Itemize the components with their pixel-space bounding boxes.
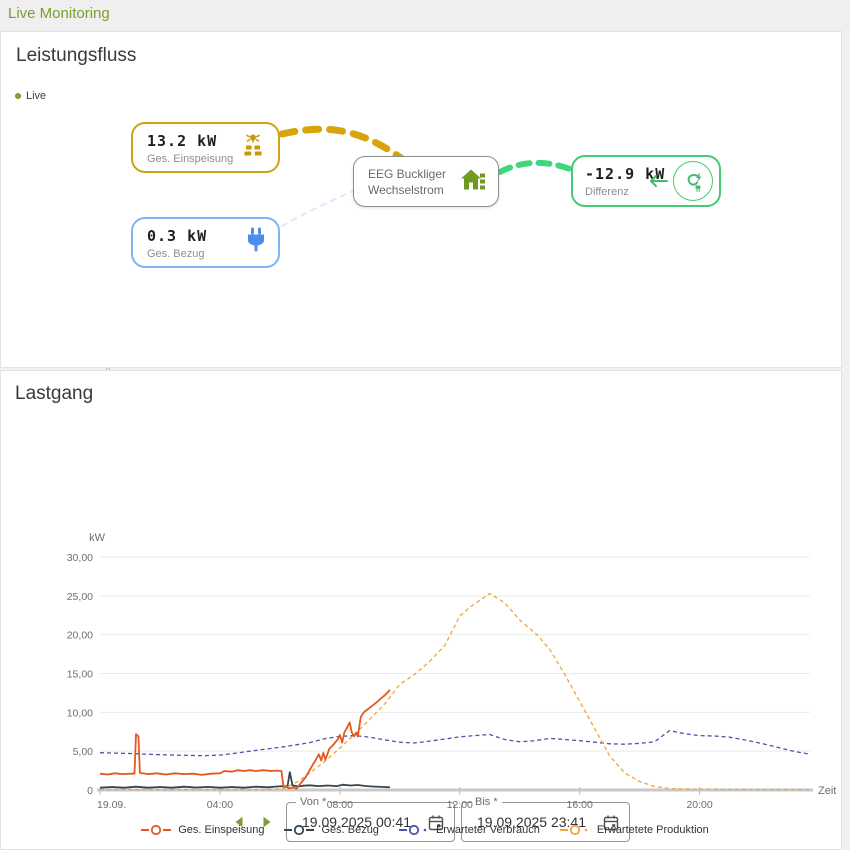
legend-item[interactable] xyxy=(284,824,378,836)
legend-marker-icon xyxy=(560,824,592,836)
charge-circle-icon xyxy=(673,161,713,201)
y-tick-label: 10,00 xyxy=(66,707,93,720)
legend-item[interactable] xyxy=(399,824,540,836)
x-axis-title: Zeit xyxy=(818,785,837,797)
legend-item[interactable] xyxy=(141,824,264,836)
legend-label: Erwarteter Verbrauch xyxy=(435,824,540,836)
power-flow-card xyxy=(0,31,842,368)
lastgang-heading: Lastgang xyxy=(15,383,94,404)
node-ges-einspeisung[interactable] xyxy=(131,122,280,173)
y-tick-label: 25,00 xyxy=(66,590,93,603)
power-flow-heading: Leistungsfluss xyxy=(16,45,137,66)
bis-field-label: Bis * xyxy=(471,796,502,808)
legend-label: Ges. Bezug xyxy=(321,824,379,836)
house-icon xyxy=(460,166,488,197)
differenz-icons xyxy=(647,161,713,201)
chart-legend xyxy=(0,824,850,836)
legend-marker-icon xyxy=(141,824,173,836)
flow-line-differenz xyxy=(500,163,575,172)
differenz-value: -12.9 kW xyxy=(585,165,666,183)
einspeisung-value: 13.2 kW xyxy=(147,132,218,150)
node-plant[interactable] xyxy=(353,156,499,207)
y-tick-label: 15,00 xyxy=(66,668,93,681)
x-tick-label: 12:00 xyxy=(446,799,473,811)
einspeisung-label: Ges. Einspeisung xyxy=(147,153,234,165)
legend-label: Ges. Einspeisung xyxy=(178,824,265,836)
legend-marker-icon xyxy=(284,824,316,836)
page-title: Live Monitoring xyxy=(8,5,110,22)
bezug-label: Ges. Bezug xyxy=(147,248,205,260)
x-tick-label: 04:00 xyxy=(206,799,234,811)
lastgang-chart xyxy=(0,528,850,818)
series-ges-bezug xyxy=(100,772,390,788)
y-tick-label: 20,00 xyxy=(66,629,93,642)
y-tick-label: 30,00 xyxy=(66,552,93,564)
plant-name-line2: Wechselstrom xyxy=(368,183,444,197)
plant-name-line1: EEG Buckliger xyxy=(368,167,447,181)
legend-item[interactable] xyxy=(560,824,709,836)
series-erwarteter-verbrauch xyxy=(100,731,810,756)
live-label: Live xyxy=(26,90,47,102)
y-tick-label: 0 xyxy=(87,785,93,797)
x-tick-label: 19.09. xyxy=(97,799,127,811)
y-tick-label: 5,00 xyxy=(72,746,93,759)
node-differenz[interactable] xyxy=(571,155,721,207)
plug-icon xyxy=(244,226,268,259)
legend-marker-icon xyxy=(399,824,431,836)
solar-panel-icon xyxy=(238,130,268,165)
series-ges-einspeisung xyxy=(100,690,390,789)
legend-label: Erwartetete Produktion xyxy=(596,824,709,836)
flow-line-bezug xyxy=(282,191,353,226)
arrow-left-icon xyxy=(647,174,669,188)
x-tick-label: 16:00 xyxy=(566,799,593,811)
x-tick-label: 20:00 xyxy=(686,799,713,811)
von-field-label: Von * xyxy=(296,796,330,808)
bezug-value: 0.3 kW xyxy=(147,227,208,245)
series-erwartetete-produktion xyxy=(100,594,810,790)
top-bar xyxy=(0,0,850,31)
x-tick-label: 08:00 xyxy=(326,799,353,811)
node-ges-bezug[interactable] xyxy=(131,217,280,268)
differenz-label: Differenz xyxy=(585,186,629,198)
y-axis-unit-label: kW xyxy=(89,532,105,544)
